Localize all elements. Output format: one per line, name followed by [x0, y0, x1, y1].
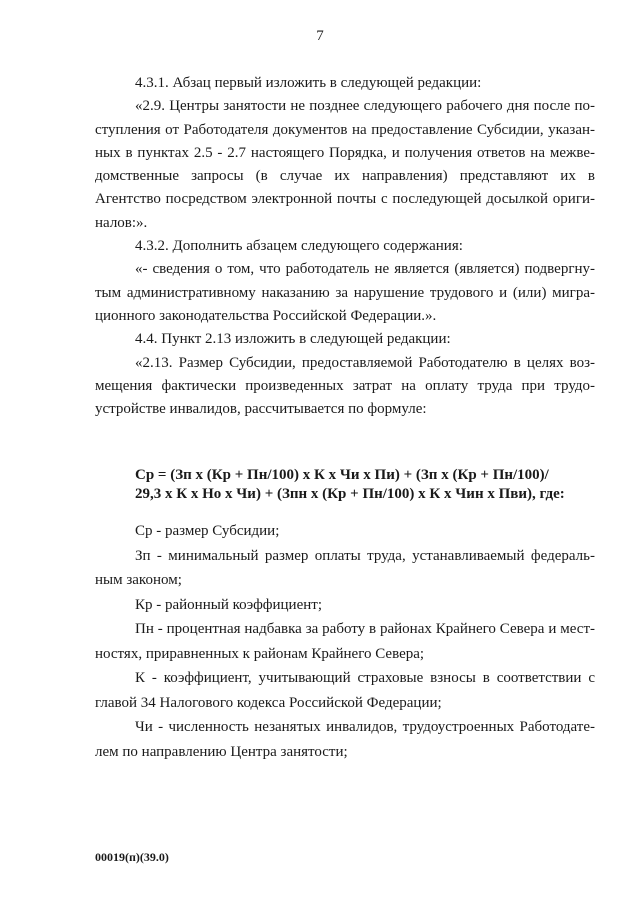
formula-line-1: Ср = (Зп x (Кр + Пн/100) x К x Чи x Пи) + (Зп x (Кр + Пн/100)/: [135, 467, 549, 483]
subsidy-formula: [95, 466, 595, 504]
definition-line: ностях, приравненных к районам Крайнего Севера;: [95, 645, 425, 662]
text-line: устройстве инвалидов, рассчитывается по формуле:: [95, 401, 427, 418]
text-line: ступления от Работодателя документов на предоставление Субсидии, указан-: [95, 121, 595, 138]
definition-line: Чи - численность незанятых инвалидов, трудоустроенных Работодате-: [135, 719, 595, 735]
definition-line: Ср - размер Субсидии;: [135, 523, 280, 539]
definition-line: ным законом;: [95, 572, 182, 588]
definition-line: К - коэффициент, учитывающий страховые взносы в соответствии с: [135, 670, 595, 686]
definition-line: Зп - минимальный размер оплаты труда, устанавливаемый федераль-: [135, 547, 595, 564]
text-line: «2.9. Центры занятости не позднее следующего рабочего дня после по-: [135, 98, 595, 115]
text-line: ных в пунктах 2.5 - 2.7 настоящего Порядка, и получения ответов на межве-: [95, 144, 595, 161]
definition-line: Кр - районный коэффициент;: [135, 596, 322, 613]
text-line: Агентство посредством электронной почты с последующей досылкой ориги-: [95, 191, 595, 208]
definition-line: главой 34 Налогового кодекса Российской Федерации;: [95, 694, 442, 711]
text-line: «2.13. Размер Субсидии, предоставляемой Работодателю в целях воз-: [135, 354, 595, 371]
paragraph-4-3-1: 4.3.1. Абзац первый изложить в следующей редакции:: [135, 75, 482, 91]
paragraph-4-4: 4.4. Пункт 2.13 изложить в следующей редакции:: [135, 331, 451, 348]
page-number: 7: [316, 28, 324, 44]
text-line: тым административному наказанию за нарушение трудового и (или) мигра-: [95, 284, 595, 301]
text-line: «- сведения о том, что работодатель не является (является) подвергну-: [135, 261, 595, 278]
text-line: домственные запросы (в случае их направления) представляют их в: [95, 168, 595, 185]
document-body: [95, 72, 595, 421]
definition-line: Пн - процентная надбавка за работу в районах Крайнего Севера и мест-: [135, 621, 595, 637]
formula-definitions: [95, 519, 595, 764]
paragraph-4-3-2: 4.3.2. Дополнить абзацем следующего содержания:: [135, 238, 463, 255]
formula-line-2: 29,3 x К x Но x Чи) + (Зпн x (Кр + Пн/100) x К x Чин x Пви), где:: [135, 486, 565, 502]
definition-line: лем по направлению Центра занятости;: [95, 743, 348, 760]
text-line: ционного законодательства Российской Федерации.».: [95, 307, 437, 324]
text-line: мещения фактически произведенных затрат на оплату труда при трудо-: [95, 377, 595, 394]
text-line: налов:».: [95, 214, 148, 231]
document-code: 00019(п)(39.0): [95, 850, 169, 864]
